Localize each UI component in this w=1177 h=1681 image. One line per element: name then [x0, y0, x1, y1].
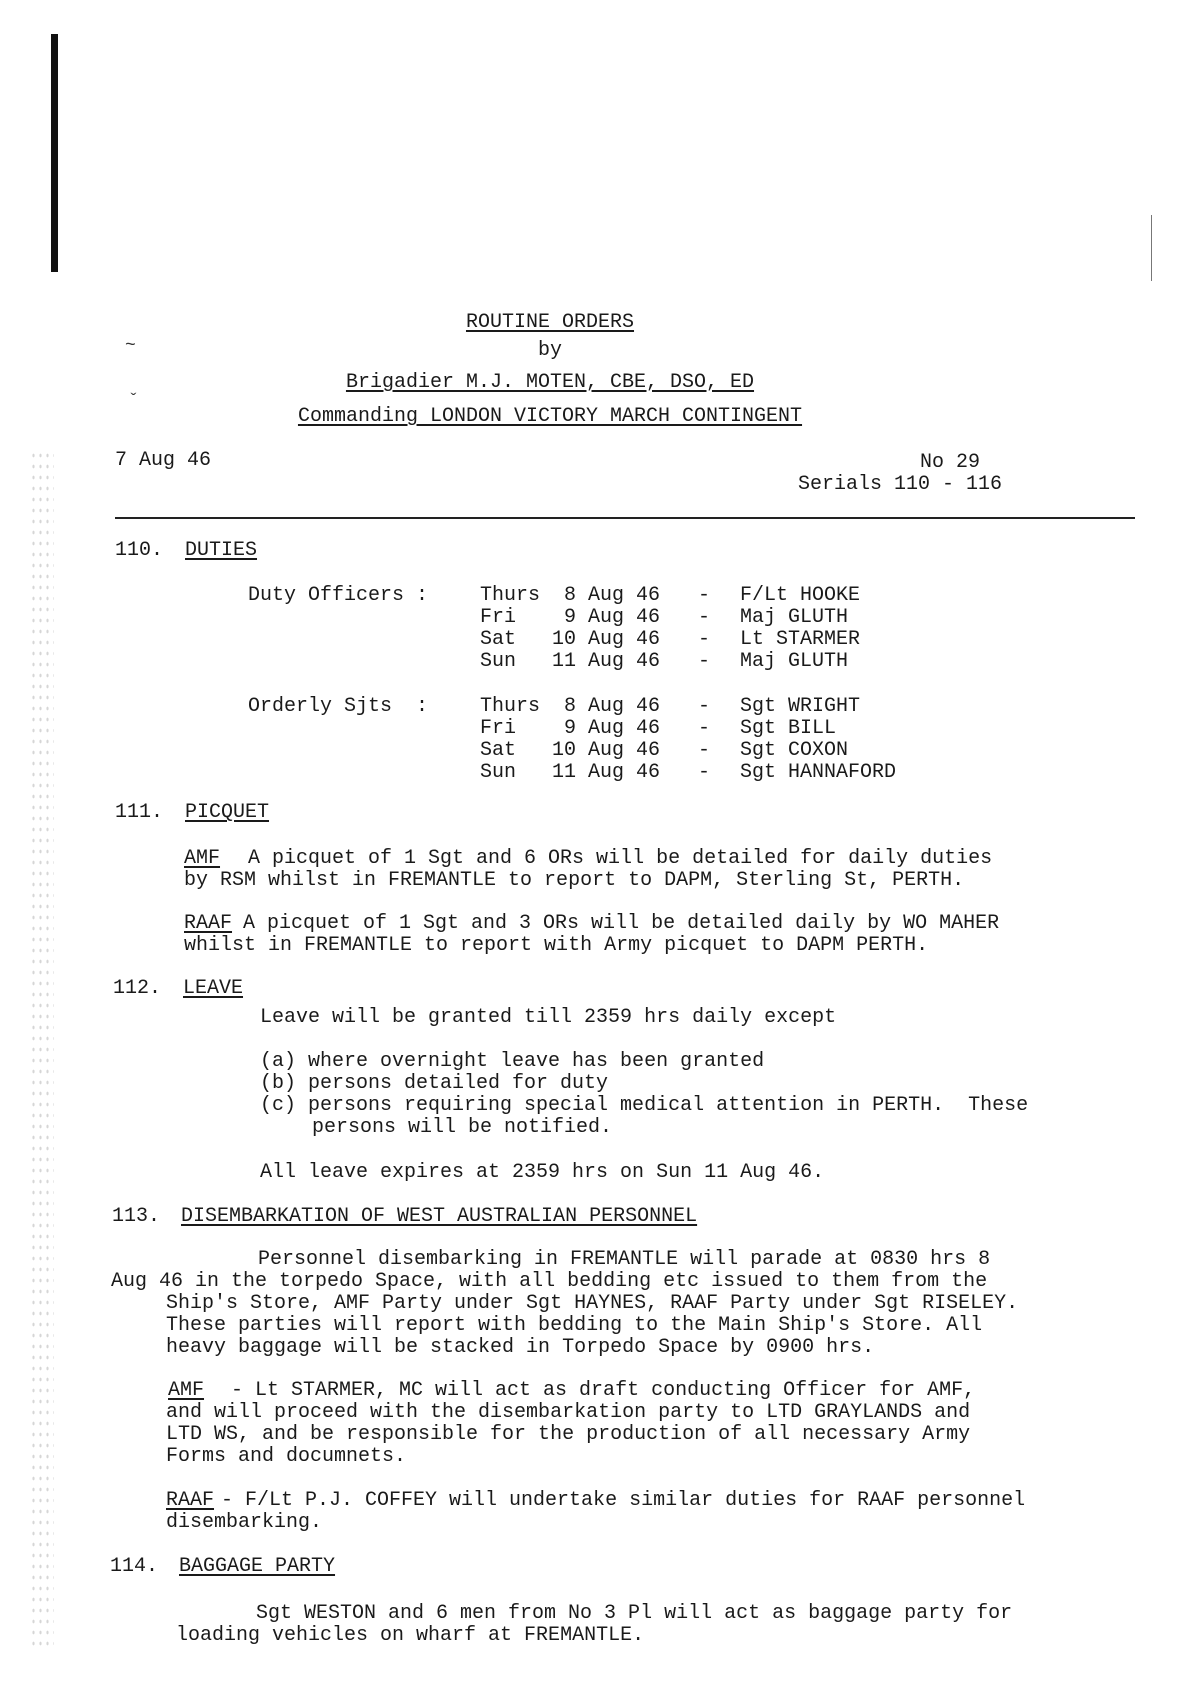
leave-item: (b) persons detailed for duty: [260, 1072, 609, 1095]
commander-line: Brigadier M.J. MOTEN, CBE, DSO, ED: [345, 371, 755, 394]
disembark-para: These parties will report with bedding to the Main Ship's Store. All: [166, 1314, 983, 1337]
disembark-raaf-text: - F/Lt P.J. COFFEY will undertake similar duties for RAAF personnel: [221, 1489, 1026, 1512]
duty-dash: -: [698, 695, 711, 718]
scan-blemish: ~: [125, 336, 136, 356]
picquet-raaf-text: A picquet of 1 Sgt and 3 ORs will be detailed daily by WO MAHER: [243, 912, 1000, 935]
duty-dash: -: [698, 584, 711, 607]
duty-day: Thurs: [480, 695, 541, 718]
order-serials: Serials 110 - 116: [798, 473, 1003, 496]
duty-date: 9 Aug 46: [552, 606, 661, 629]
section-heading-picquet: PICQUET: [185, 801, 270, 824]
scan-blemish: ˇ: [128, 392, 139, 412]
leave-item: (c) persons requiring special medical attention in PERTH. These: [260, 1094, 1029, 1117]
order-number: No 29: [920, 451, 981, 474]
disembark-para: Aug 46 in the torpedo Space, with all bedding etc issued to them from the: [111, 1270, 988, 1293]
duty-dash: -: [698, 606, 711, 629]
duty-name: Sgt WRIGHT: [740, 695, 861, 718]
duty-name: Sgt BILL: [740, 717, 837, 740]
leave-item-cont: persons will be notified.: [312, 1116, 613, 1139]
disembark-para: heavy baggage will be stacked in Torpedo Space by 0900 hrs.: [166, 1336, 875, 1359]
duty-date: 8 Aug 46: [552, 584, 661, 607]
scan-margin-speckle: [30, 450, 54, 1650]
duty-day: Thurs: [480, 584, 541, 607]
raaf-tag: RAAF: [166, 1489, 215, 1512]
duty-date: 10 Aug 46: [552, 628, 661, 651]
duty-dash: -: [698, 628, 711, 651]
duty-date: 11 Aug 46: [552, 650, 661, 673]
header-rule: [115, 517, 1135, 519]
duty-name: Lt STARMER: [740, 628, 861, 651]
section-heading-leave: LEAVE: [183, 977, 244, 1000]
duty-dash: -: [698, 717, 711, 740]
picquet-raaf-text: whilst in FREMANTLE to report with Army picquet to DAPM PERTH.: [184, 934, 929, 957]
disembark-para: Ship's Store, AMF Party under Sgt HAYNES, RAAF Party under Sgt RISELEY.: [166, 1292, 1019, 1315]
leave-intro: Leave will be granted till 2359 hrs daily except: [260, 1006, 837, 1029]
document-by: by: [537, 339, 562, 362]
duty-dash: -: [698, 761, 711, 784]
duty-officers-label: Duty Officers :: [248, 584, 429, 607]
duty-day: Fri: [480, 717, 517, 740]
section-number: 111.: [115, 801, 164, 824]
order-date: 7 Aug 46: [115, 449, 212, 472]
duty-date: 11 Aug 46: [552, 761, 661, 784]
duty-day: Sun: [480, 650, 517, 673]
duty-dash: -: [698, 739, 711, 762]
disembark-amf-text: - Lt STARMER, MC will act as draft conducting Officer for AMF,: [231, 1379, 976, 1402]
section-number: 112.: [113, 977, 162, 1000]
leave-expiry: All leave expires at 2359 hrs on Sun 11 Aug 46.: [260, 1161, 825, 1184]
disembark-para: Personnel disembarking in FREMANTLE will parade at 0830 hrs 8: [258, 1248, 991, 1271]
disembark-amf-text: Forms and documnets.: [166, 1445, 407, 1468]
duty-name: Sgt HANNAFORD: [740, 761, 897, 784]
section-heading-disembarkation: DISEMBARKATION OF WEST AUSTRALIAN PERSONNEL: [181, 1205, 698, 1228]
amf-tag: AMF: [168, 1379, 205, 1402]
duty-name: F/Lt HOOKE: [740, 584, 861, 607]
raaf-tag: RAAF: [184, 912, 233, 935]
section-number: 113.: [112, 1205, 161, 1228]
scan-edge-line: [1151, 215, 1152, 281]
section-heading-baggage: BAGGAGE PARTY: [179, 1555, 336, 1578]
duty-day: Sat: [480, 739, 517, 762]
duty-day: Fri: [480, 606, 517, 629]
section-number: 114.: [110, 1555, 159, 1578]
section-number: 110.: [115, 539, 164, 562]
scan-edge-mark: [51, 34, 58, 272]
duty-name: Maj GLUTH: [740, 606, 849, 629]
section-heading-duties: DUTIES: [185, 539, 258, 562]
duty-date: 8 Aug 46: [552, 695, 661, 718]
duty-date: 10 Aug 46: [552, 739, 661, 762]
baggage-text: Sgt WESTON and 6 men from No 3 Pl will act as baggage party for: [256, 1602, 1013, 1625]
duty-name: Maj GLUTH: [740, 650, 849, 673]
disembark-raaf-text: disembarking.: [166, 1511, 323, 1534]
duty-day: Sun: [480, 761, 517, 784]
amf-tag: AMF: [184, 847, 221, 870]
duty-day: Sat: [480, 628, 517, 651]
baggage-text: loading vehicles on wharf at FREMANTLE.: [176, 1624, 645, 1647]
duty-dash: -: [698, 650, 711, 673]
picquet-amf-text: A picquet of 1 Sgt and 6 ORs will be detailed for daily duties: [248, 847, 993, 870]
duty-date: 9 Aug 46: [552, 717, 661, 740]
document-title: ROUTINE ORDERS: [465, 311, 635, 334]
unit-line: Commanding LONDON VICTORY MARCH CONTINGENT: [297, 405, 803, 428]
leave-item: (a) where overnight leave has been granted: [260, 1050, 765, 1073]
picquet-amf-text: by RSM whilst in FREMANTLE to report to DAPM, Sterling St, PERTH.: [184, 869, 965, 892]
disembark-amf-text: and will proceed with the disembarkation party to LTD GRAYLANDS and: [166, 1401, 971, 1424]
disembark-amf-text: LTD WS, and be responsible for the production of all necessary Army: [166, 1423, 971, 1446]
orderly-sjts-label: Orderly Sjts :: [248, 695, 429, 718]
duty-name: Sgt COXON: [740, 739, 849, 762]
